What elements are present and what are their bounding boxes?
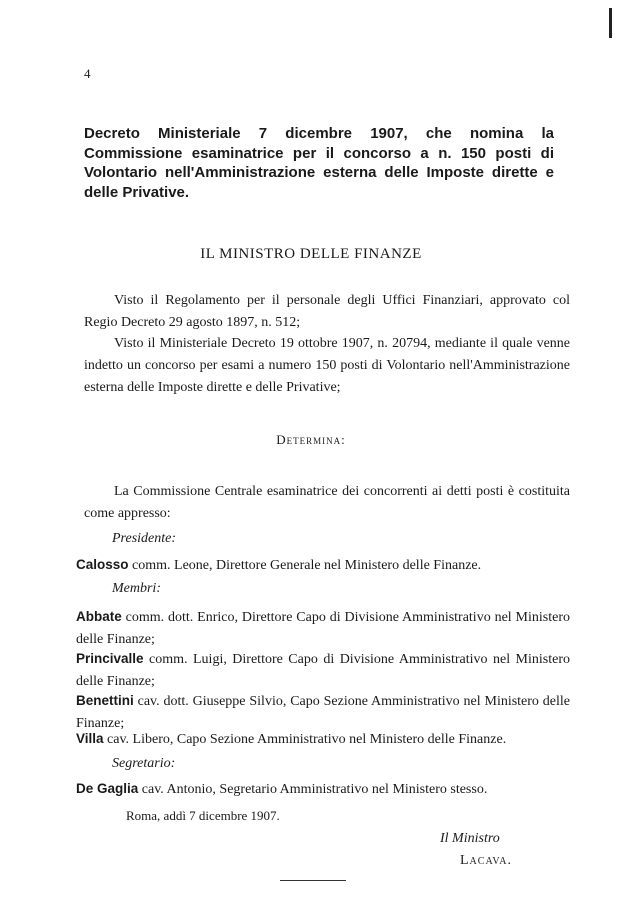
- secretary-details: cav. Antonio, Segretario Amministrativo nel Ministero stesso.: [141, 782, 488, 797]
- signature-title: Il Ministro: [440, 831, 500, 846]
- member-name: Princivalle: [76, 651, 144, 666]
- member-name: Abbate: [76, 609, 122, 624]
- member-name: Villa: [76, 731, 104, 746]
- determina-heading: Determina:: [276, 432, 346, 447]
- page-number: 4: [84, 66, 91, 81]
- members-label: Membri:: [112, 581, 161, 596]
- member-name: Benettini: [76, 693, 134, 708]
- member-details: cav. Libero, Capo Sezione Amministrativo nel Ministero delle Finanze.: [107, 732, 507, 747]
- commission-intro: La Commissione Centrale esaminatrice dei concorrenti ai detti posti è costituita come appresso:: [84, 484, 570, 521]
- president-label: Presidente:: [112, 531, 177, 546]
- place-date: Roma, addì 7 dicembre 1907.: [126, 808, 280, 823]
- member-entry: [76, 728, 570, 751]
- preamble-paragraph-2: Visto il Ministeriale Decreto 19 ottobre 1907, n. 20794, mediante il quale venne indetto un concorso per esami a numero 150 posti di Volontario nell'Amministrazione esterna delle Imposte dirette e delle Privative;: [84, 336, 570, 395]
- member-entry: [76, 606, 570, 651]
- signature-name: Lacava.: [460, 853, 513, 868]
- president-entry: [76, 554, 570, 577]
- member-details: comm. Luigi, Direttore Capo di Divisione Amministrativo nel Ministero delle Finanze;: [76, 652, 570, 689]
- secretary-entry: [76, 778, 570, 801]
- minister-heading: IL MINISTRO DELLE FINANZE: [200, 246, 422, 262]
- decree-title: Decreto Ministeriale 7 dicembre 1907, che nomina la Commissione esaminatrice per il concorso a n. 150 posti di Volontario nell'Amministrazione esterna delle Imposte dirette e delle Privative.: [84, 125, 554, 201]
- secretary-label: Segretario:: [112, 756, 176, 771]
- member-entry: [76, 648, 570, 693]
- preamble-paragraph-1: Visto il Regolamento per il personale degli Uffici Finanziari, approvato col Regio Decreto 29 agosto 1897, n. 512;: [84, 293, 570, 330]
- member-details: cav. dott. Giuseppe Silvio, Capo Sezione Amministrativo nel Ministero delle Finanze;: [76, 694, 570, 731]
- page-edge-mark: [609, 8, 612, 38]
- closing-rule: [280, 880, 346, 881]
- secretary-name: De Gaglia: [76, 781, 139, 796]
- president-name: Calosso: [76, 557, 129, 572]
- signature-block: [440, 828, 512, 872]
- president-details: comm. Leone, Direttore Generale nel Ministero delle Finanze.: [132, 558, 482, 573]
- member-details: comm. dott. Enrico, Direttore Capo di Divisione Amministrativo nel Ministero delle Finanze;: [76, 610, 570, 647]
